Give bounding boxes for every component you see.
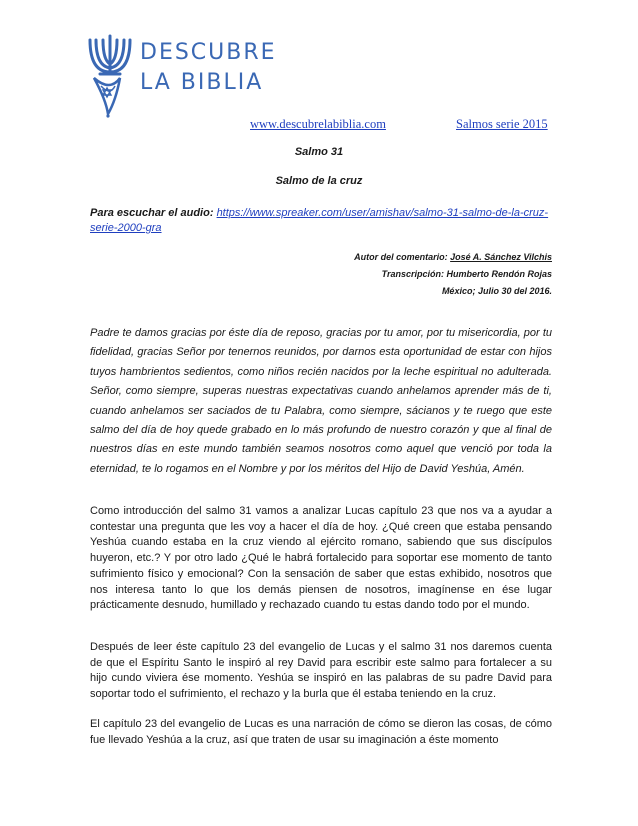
audio-line bbox=[90, 206, 552, 236]
logo-text-line2: LA BIBLIA bbox=[140, 70, 264, 95]
logo bbox=[86, 30, 277, 125]
series-link[interactable]: Salmos serie 2015 bbox=[456, 117, 548, 131]
audio-label: Para escuchar el audio: bbox=[90, 207, 214, 219]
header-links bbox=[0, 117, 638, 133]
body-paragraph: Como introducción del salmo 31 vamos a analizar Lucas capítulo 23 que nos va a ayudar a contestar una pregunta que les voy a hacer el día de hoy. ¿Qué creen que estaba pensando Yeshúa cuando estaba en la cruz viendo al ejército romano, sabiendo que sus discípulos huyeron, etc.? Y por otro lado ¿Qué le habrá fortalecido para soportar ese momento de tanto sufrimiento físico y emocional? Con la sensación de saber que estas exhibido, nosotros que nos interesa tanto lo que los demás piensen de nosotros, imagínense en ése lugar prácticamente desnudo, humillado y rechazado cuando tu estas dando todo por el mundo. bbox=[90, 505, 552, 612]
body-paragraph: Después de leer éste capítulo 23 del evangelio de Lucas y el salmo 31 nos daremos cuenta de que el Espíritu Santo le inspiró al rey David para escribir este salmo para fortalecer a su hijo cundo viviera ése momento. Yeshúa se inspiró en las palabras de su padre David para soportar todo el sufrimiento, el rechazo y la burla que él estaba teniendo en la cruz. bbox=[90, 641, 552, 701]
page-subtitle: Salmo de la cruz bbox=[275, 175, 363, 187]
audio-link[interactable]: https://www.spreaker.com/user/amishav/salmo-31-salmo-de-la-cruz-serie-2000-gra bbox=[90, 207, 549, 234]
body-paragraph: El capítulo 23 del evangelio de Lucas es una narración de cómo se dieron las cosas, de cómo fue llevado Yeshúa a la cruz, así que traten de usar su imaginación a éste momento bbox=[90, 718, 552, 746]
author-name: José A. Sánchez Vilchis bbox=[450, 252, 552, 262]
place-date-line: México; Julio 30 del 2016. bbox=[441, 286, 552, 296]
menorah-fish-icon bbox=[86, 30, 136, 125]
page-title: Salmo 31 bbox=[294, 146, 344, 158]
transcription-line: Transcripción: Humberto Rendón Rojas bbox=[381, 269, 552, 279]
logo-text-line1: DESCUBRE bbox=[140, 40, 277, 65]
author-label: Autor del comentario: bbox=[354, 252, 448, 262]
opening-prayer: Padre te damos gracias por éste día de reposo, gracias por tu amor, por tu misericordia, por tu fidelidad, gracias Señor por tenernos reunidos, por darnos esta oportunidad de estar con hijos tuyos hambrientos sedientos, como niños recién nacidos por la leche espiritual no adulterada. Señor, como siempre, superas nuestras expectativas cuando anhelamos aprender más de ti, cuando anhelamos ser saciados de tu Palabra, como siempre, sácianos y te ruego que este salmo del día de hoy quede grabado en lo más profundo de nuestro corazón y que al final de nuestros días en este mundo también seamos nosotros como aquel que venció por toda la eternidad, te lo rogamos en el Nombre y por los méritos del Hijo de David Yeshúa, Amén. bbox=[90, 327, 552, 475]
author-line bbox=[354, 249, 552, 266]
site-link[interactable]: www.descubrelabiblia.com bbox=[250, 117, 386, 131]
credits bbox=[354, 249, 552, 300]
